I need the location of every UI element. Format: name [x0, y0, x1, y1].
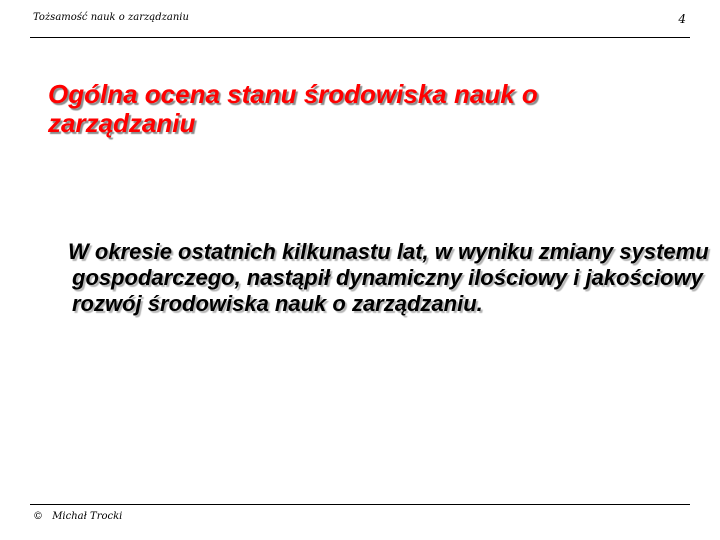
slide-title: Ogólna ocena stanu środowiska nauk o zarządzaniu	[48, 79, 538, 138]
header-text: Tożsamość nauk o zarządzaniu	[33, 12, 189, 23]
author-name: Michał Trocki	[52, 511, 123, 522]
header-divider	[30, 37, 690, 38]
footer	[33, 511, 122, 522]
slide-body-text: W okresie ostatnich kilkunastu lat, w wyniku zmiany systemu gospodarczego, nastąpił dynamiczny ilościowy i jakościowy rozwój środowiska nauk o zarządzaniu.	[68, 239, 709, 316]
copyright-symbol: ©	[33, 511, 43, 522]
page-number: 4	[678, 12, 686, 26]
footer-divider	[30, 504, 690, 505]
